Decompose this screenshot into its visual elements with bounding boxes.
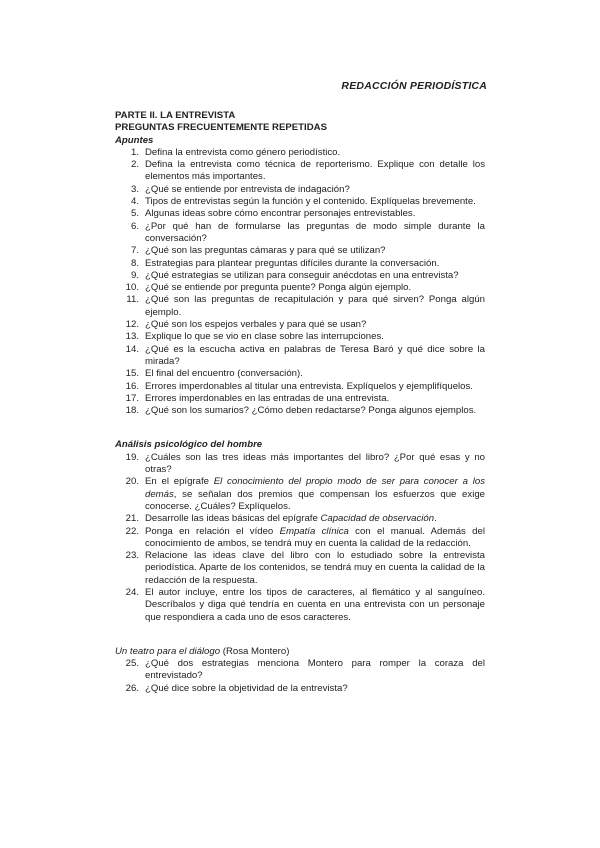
question-number: 6. <box>130 220 139 232</box>
question-item <box>115 476 485 513</box>
question-number: 8. <box>130 257 139 269</box>
question-number: 12. <box>125 319 139 331</box>
question-text-italic: Empatía clínica <box>279 525 349 537</box>
question-list-analisis <box>115 452 485 624</box>
question-number: 18. <box>125 405 139 417</box>
question-text: ¿Qué se entiende por entrevista de indagación? <box>145 183 350 195</box>
question-item <box>115 208 485 220</box>
question-text: Errores imperdonables en las entradas de una entrevista. <box>145 392 390 404</box>
question-number: 17. <box>125 392 139 404</box>
question-item <box>115 368 485 380</box>
question-text-italic: El conocimiento del propio modo de ser para conocer a los demás <box>145 476 485 500</box>
question-text: ¿Qué se entiende por pregunta puente? Ponga algún ejemplo. <box>145 282 412 294</box>
question-list-teatro <box>115 658 485 695</box>
question-item <box>115 270 485 282</box>
question-number: 22. <box>125 525 139 537</box>
question-number: 25. <box>125 658 139 670</box>
document-title: REDACCIÓN PERIODÍSTICA <box>341 80 487 92</box>
question-text: Algunas ideas sobre cómo encontrar personajes entrevistables. <box>145 208 416 220</box>
question-text: El autor incluye, entre los tipos de caracteres, al flemático y al sanguíneo. Descríbalos y diga qué tendría en cuenta en una entrevista con un personaje que respondiera a cada uno de esos caracteres. <box>145 586 485 623</box>
question-item <box>115 513 485 525</box>
question-item <box>115 147 485 159</box>
question-item <box>115 282 485 294</box>
question-text: ¿Qué son las preguntas de recapitulación y para qué sirven? Ponga algún ejemplo. <box>145 294 485 318</box>
question-text-post: con el manual. Además del conocimiento de ambos, se tendrá muy en cuenta la calidad de la redacción. <box>145 525 485 549</box>
question-number: 1. <box>130 146 139 158</box>
question-text: ¿Qué son los espejos verbales y para qué se usan? <box>145 319 367 331</box>
question-text: El final del encuentro (conversación). <box>145 368 303 380</box>
question-item <box>115 245 485 257</box>
question-text: ¿Qué son los sumarios? ¿Cómo deben redactarse? Ponga algunos ejemplos. <box>145 405 477 417</box>
section-heading-italic: Un teatro para el diálogo <box>115 645 221 657</box>
question-text: Defina la entrevista como técnica de reporterismo. Explique con detalle los elementos más importantes. <box>145 159 485 183</box>
question-item <box>115 196 485 208</box>
question-number: 19. <box>125 451 139 463</box>
question-text: ¿Qué dice sobre la objetividad de la entrevista? <box>145 682 348 694</box>
question-item <box>115 159 485 184</box>
question-number: 10. <box>125 282 139 294</box>
document-body <box>115 110 485 695</box>
question-text: Defina la entrevista como género periodístico. <box>145 146 341 158</box>
question-item <box>115 683 485 695</box>
question-item <box>115 221 485 246</box>
question-item <box>115 319 485 331</box>
question-text: Relacione las ideas clave del libro con lo estudiado sobre la entrevista periodística. Aparte de los contenidos, se tendrá muy en cuenta la calidad de la redacción de la respuesta. <box>145 550 485 586</box>
question-text: Estrategias para plantear preguntas difíciles durante la conversación. <box>145 257 440 269</box>
section-spacer <box>115 624 485 646</box>
question-item <box>115 258 485 270</box>
question-number: 20. <box>125 476 139 488</box>
question-item <box>115 381 485 393</box>
question-item <box>115 184 485 196</box>
question-text-post: . <box>434 513 437 525</box>
question-number: 26. <box>125 682 139 694</box>
question-text: ¿Qué estrategias se utilizan para conseguir anécdotas en una entrevista? <box>145 269 459 281</box>
question-item <box>115 658 485 683</box>
question-item <box>115 587 485 624</box>
section-spacer <box>115 417 485 439</box>
part-heading: PARTE II. LA ENTREVISTA <box>115 110 236 121</box>
question-text: Errores imperdonables al titular una entrevista. Explíquelos y ejemplifíquelos. <box>145 380 473 392</box>
question-number: 13. <box>125 331 139 343</box>
question-number: 24. <box>125 586 139 598</box>
question-text-pre: En el epígrafe <box>145 476 214 488</box>
question-text: ¿Qué son las preguntas cámaras y para qué se utilizan? <box>145 245 386 257</box>
question-number: 15. <box>125 368 139 380</box>
question-item <box>115 331 485 343</box>
subtitle: PREGUNTAS FRECUENTEMENTE REPETIDAS <box>115 122 327 134</box>
question-text: ¿Por qué han de formularse las preguntas de modo simple durante la conversación? <box>145 220 485 244</box>
question-item <box>115 526 485 551</box>
question-number: 3. <box>130 183 139 195</box>
question-text: ¿Qué dos estrategias menciona Montero para romper la coraza del entrevistado? <box>145 658 485 682</box>
section-heading-apuntes: Apuntes <box>115 134 154 146</box>
section-heading-analisis: Análisis psicológico del hombre <box>115 439 263 451</box>
question-text-post: , se señalan dos premios que compensan los esfuerzos que exige conocerse. ¿Cuáles? Explíquelos. <box>145 488 485 512</box>
question-text: Tipos de entrevistas según la función y el contenido. Explíquelas brevemente. <box>145 196 476 208</box>
question-number: 11. <box>126 294 139 306</box>
question-item <box>115 294 485 319</box>
question-item <box>115 452 485 477</box>
section-heading-author: (Rosa Montero) <box>220 645 290 657</box>
question-number: 5. <box>130 208 139 220</box>
question-text-italic: Capacidad de observación <box>320 513 435 525</box>
question-number: 9. <box>130 269 139 281</box>
question-number: 2. <box>130 159 139 171</box>
question-number: 21. <box>125 513 139 525</box>
question-item <box>115 393 485 405</box>
question-item <box>115 405 485 417</box>
question-item <box>115 550 485 587</box>
section-heading-teatro <box>115 646 485 658</box>
question-text: ¿Cuáles son las tres ideas más importantes del libro? ¿Por qué esas y no otras? <box>145 451 485 476</box>
question-number: 16. <box>125 380 139 392</box>
question-number: 14. <box>125 343 139 355</box>
question-text: Explique lo que se vio en clase sobre las interrupciones. <box>145 331 384 343</box>
question-item <box>115 344 485 369</box>
question-text-pre: Ponga en relación el vídeo <box>145 525 280 537</box>
question-list-apuntes <box>115 147 485 418</box>
question-number: 4. <box>130 196 139 208</box>
question-number: 7. <box>130 245 139 257</box>
question-text: ¿Qué es la escucha activa en palabras de Teresa Baró y qué dice sobre la mirada? <box>145 343 485 367</box>
question-number: 23. <box>125 550 139 562</box>
question-text-pre: Desarrolle las ideas básicas del epígrafe <box>145 513 321 525</box>
